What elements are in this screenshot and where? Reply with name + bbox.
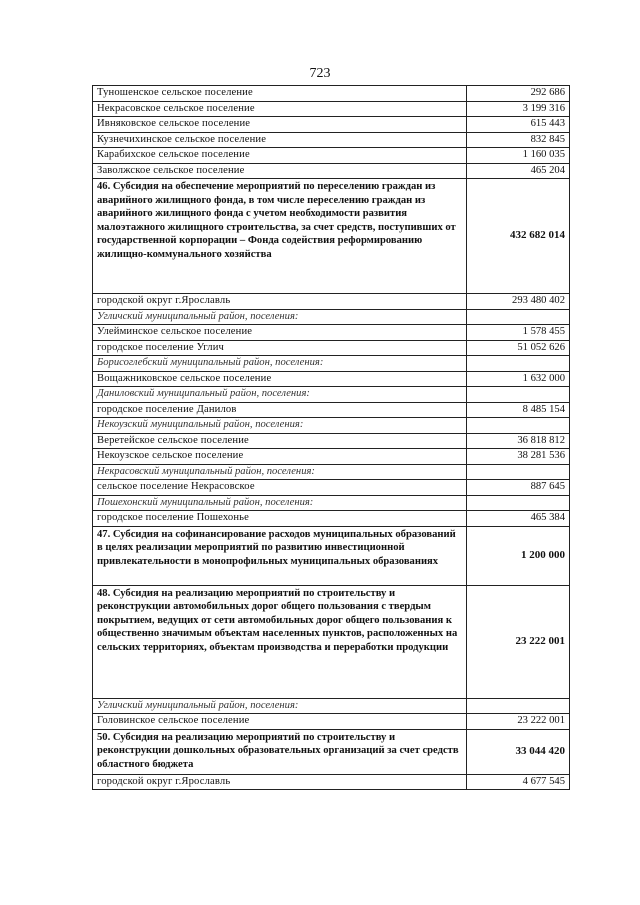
subsidy-row — [93, 526, 570, 585]
amount-value: 23 222 001 — [467, 714, 570, 730]
section-title: Угличский муниципальный район, поселения: — [93, 309, 467, 325]
table-row — [93, 132, 570, 148]
subsidy-row — [93, 585, 570, 698]
section-header-row — [93, 418, 570, 434]
recipient-name: Вощажниковское сельское поселение — [93, 371, 467, 387]
recipient-name: Туношенское сельское поселение — [93, 86, 467, 102]
amount-value — [467, 698, 570, 714]
amount-value: 1 578 455 — [467, 325, 570, 341]
subsidy-title: 50. Субсидия на реализацию мероприятий по строительству и реконструкции дошкольных образовательных организаций за счет средств областного бюджета — [93, 729, 467, 774]
table-row — [93, 449, 570, 465]
recipient-name: городское поселение Углич — [93, 340, 467, 356]
amount-value: 293 480 402 — [467, 294, 570, 310]
section-title: Некрасовский муниципальный район, поселения: — [93, 464, 467, 480]
amount-value: 1 632 000 — [467, 371, 570, 387]
recipient-name: Некрасовское сельское поселение — [93, 101, 467, 117]
section-header-row — [93, 387, 570, 403]
subsidy-title: 47. Субсидия на софинансирование расходов муниципальных образований в целях реализации мероприятий по развитию инвестиционной привлекательности в монопрофильных муниципальных образованиях — [93, 526, 467, 585]
subsidy-total: 1 200 000 — [467, 526, 570, 585]
table-row — [93, 371, 570, 387]
table-row — [93, 714, 570, 730]
table-row — [93, 148, 570, 164]
subsidy-total: 432 682 014 — [467, 179, 570, 294]
recipient-name: Веретейское сельское поселение — [93, 433, 467, 449]
recipient-name: городской округ г.Ярославль — [93, 774, 467, 790]
table-row — [93, 433, 570, 449]
section-header-row — [93, 495, 570, 511]
table-row — [93, 163, 570, 179]
recipient-name: городское поселение Данилов — [93, 402, 467, 418]
table-row — [93, 340, 570, 356]
subsidy-title: 48. Субсидия на реализацию мероприятий по строительству и реконструкции автомобильных дорог общего пользования с твердым покрытием, ведущих от сети автомобильных дорог общего пользования к общественно значимым объектам населенных пунктов, расположенных на сельских территориях, объектам производства и переработки продукции — [93, 585, 467, 698]
subsidy-title: 46. Субсидия на обеспечение мероприятий по переселению граждан из аварийного жилищного фонда, в том числе переселению граждан из аварийного жилищного фонда с учетом необходимости развития малоэтажного жилищного строительства, за счет средств, поступивших от государственной корпорации – Фонда содействия реформированию жилищно-коммунального хозяйства — [93, 179, 467, 294]
amount-value: 51 052 626 — [467, 340, 570, 356]
table-row — [93, 117, 570, 133]
subsidy-total: 33 044 420 — [467, 729, 570, 774]
subsidy-row — [93, 729, 570, 774]
table-row — [93, 480, 570, 496]
page-number: 723 — [309, 66, 331, 81]
amount-value: 4 677 545 — [467, 774, 570, 790]
table-row — [93, 511, 570, 527]
section-header-row — [93, 356, 570, 372]
recipient-name: Ивняковское сельское поселение — [93, 117, 467, 133]
budget-table — [92, 85, 570, 790]
recipient-name: Головинское сельское поселение — [93, 714, 467, 730]
section-title: Пошехонский муниципальный район, поселения: — [93, 495, 467, 511]
subsidy-total: 23 222 001 — [467, 585, 570, 698]
amount-value: 8 485 154 — [467, 402, 570, 418]
section-header-row — [93, 464, 570, 480]
section-title: Борисоглебский муниципальный район, поселения: — [93, 356, 467, 372]
section-title: Угличский муниципальный район, поселения: — [93, 698, 467, 714]
amount-value — [467, 309, 570, 325]
section-title: Даниловский муниципальный район, поселения: — [93, 387, 467, 403]
amount-value: 465 384 — [467, 511, 570, 527]
table-row — [93, 101, 570, 117]
amount-value: 36 818 812 — [467, 433, 570, 449]
amount-value — [467, 356, 570, 372]
amount-value: 615 443 — [467, 117, 570, 133]
amount-value: 1 160 035 — [467, 148, 570, 164]
amount-value: 3 199 316 — [467, 101, 570, 117]
amount-value — [467, 418, 570, 434]
recipient-name: Кузнечихинское сельское поселение — [93, 132, 467, 148]
amount-value: 38 281 536 — [467, 449, 570, 465]
recipient-name: Карабихское сельское поселение — [93, 148, 467, 164]
amount-value — [467, 387, 570, 403]
amount-value — [467, 464, 570, 480]
recipient-name: городской округ г.Ярославль — [93, 294, 467, 310]
recipient-name: Заволжское сельское поселение — [93, 163, 467, 179]
amount-value: 887 645 — [467, 480, 570, 496]
section-header-row — [93, 309, 570, 325]
table-row — [93, 402, 570, 418]
table-row — [93, 774, 570, 790]
recipient-name: сельское поселение Некрасовское — [93, 480, 467, 496]
subsidy-row — [93, 179, 570, 294]
amount-value — [467, 495, 570, 511]
amount-value: 832 845 — [467, 132, 570, 148]
table-row — [93, 86, 570, 102]
recipient-name: Некоузское сельское поселение — [93, 449, 467, 465]
section-header-row — [93, 698, 570, 714]
section-title: Некоузский муниципальный район, поселения: — [93, 418, 467, 434]
amount-value: 465 204 — [467, 163, 570, 179]
recipient-name: Улейминское сельское поселение — [93, 325, 467, 341]
table-row — [93, 325, 570, 341]
amount-value: 292 686 — [467, 86, 570, 102]
table-row — [93, 294, 570, 310]
recipient-name: городское поселение Пошехонье — [93, 511, 467, 527]
